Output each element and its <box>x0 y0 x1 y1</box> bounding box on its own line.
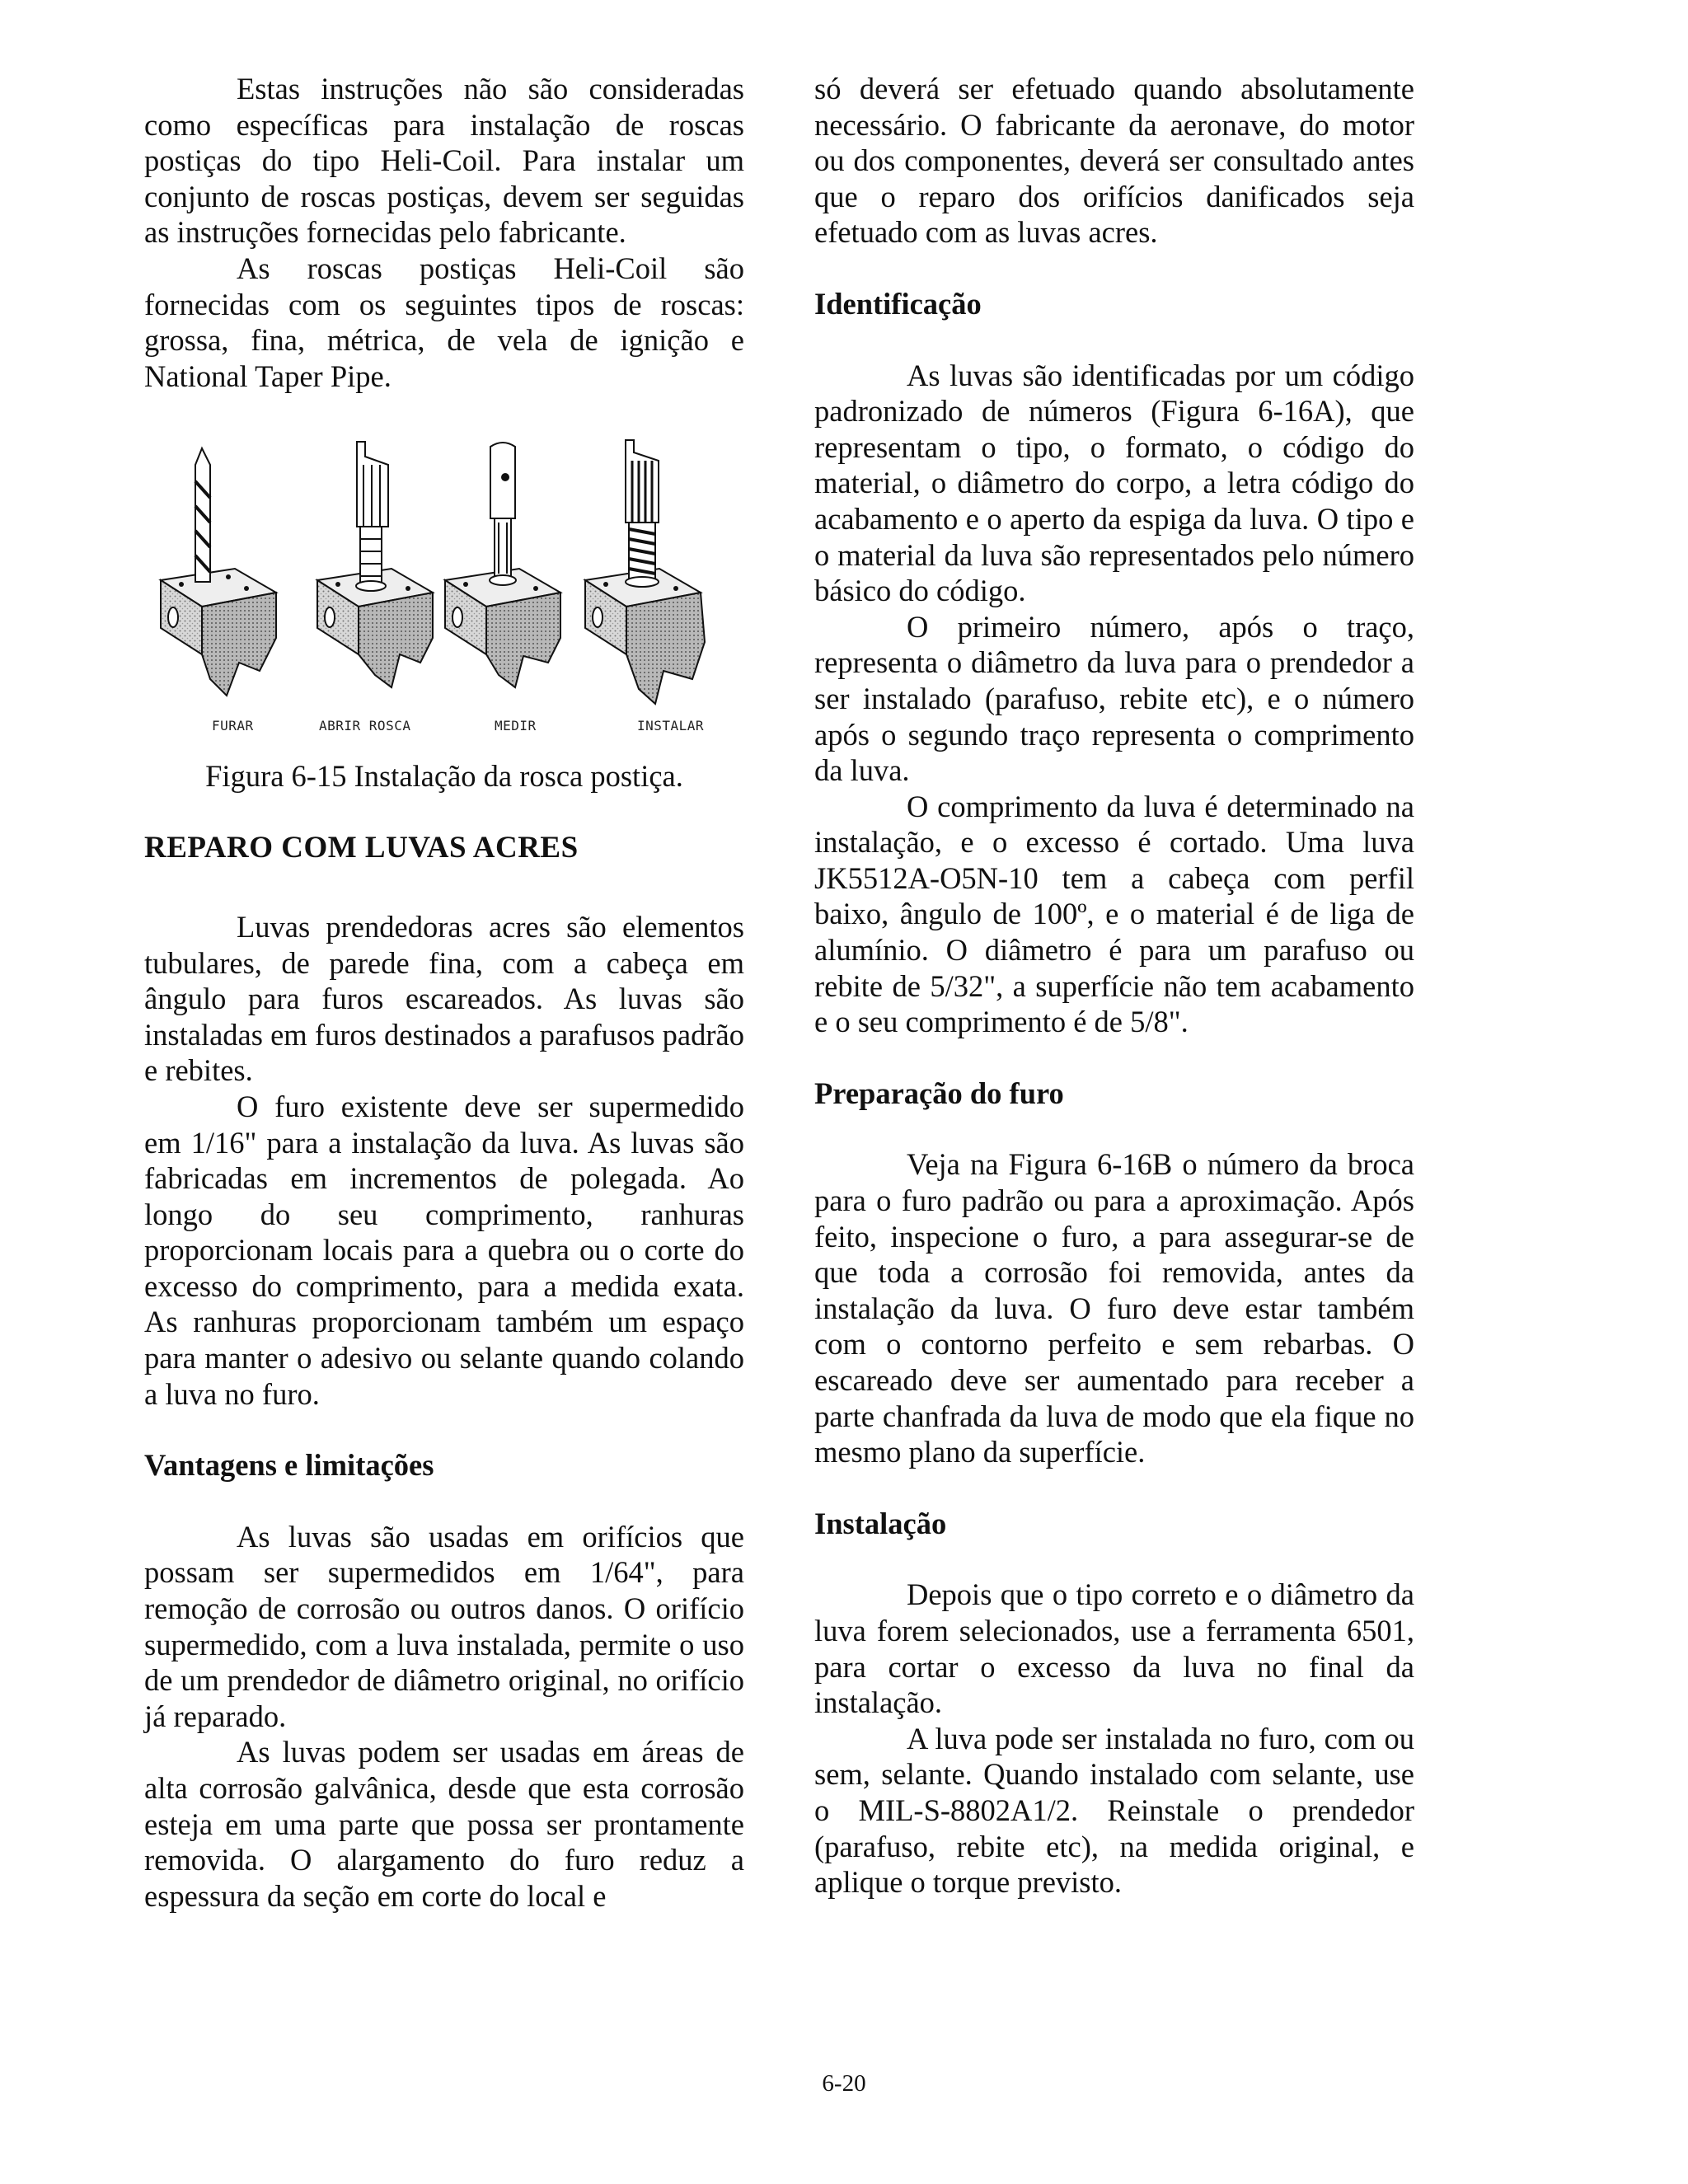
figure-label-install: INSTALAR <box>637 718 705 734</box>
figure-label-gauge: MEDIR <box>495 718 537 734</box>
heading-identificacao: Identificação <box>814 286 982 321</box>
left-column <box>144 71 744 1914</box>
right-column <box>814 71 1414 1900</box>
heading-vantagens: Vantagens e limitações <box>144 1448 434 1483</box>
drill-step-illustration <box>161 448 276 696</box>
paragraph-instalacao-1: Depois que o tipo correto e o diâmetro da luva forem selecionados, use a ferramenta 6501, para cortar o excesso da luva no final da instalação. <box>814 1577 1414 1720</box>
figure-label-tap: ABRIR ROSCA <box>319 718 411 734</box>
tap-step-illustration <box>317 442 433 687</box>
paragraph-acres-description: Luvas prendedoras acres são elementos tubulares, de parede fina, com a cabeça em ângulo para furos escareados. As luvas são instaladas em furos destinados a parafusos padrão e rebites. <box>144 909 744 1088</box>
paragraph-identificacao-2: O primeiro número, após o traço, representa o diâmetro da luva para o prendedor a ser instalado (parafuso, rebite etc), e o número após o segundo traço representa o comprimento da luva. <box>814 609 1414 788</box>
paragraph-heli-coil-intro: Estas instruções não são consideradas como específicas para instalação de roscas postiças do tipo Heli-Coil. Para instalar um conjunto de roscas postiças, devem ser seguidas as instruções fornecidas pelo fabricante. <box>144 72 744 250</box>
thread-insert-illustration <box>144 432 744 716</box>
paragraph-preparacao: Veja na Figura 6-16B o número da broca para o furo padrão ou para a aproximação. Após feito, inspecione o furo, a para assegurar-se de que toda a corrosão foi removida, antes da instalação da luva. O furo deve estar também com o contorno perfeito e sem rebarbas. O escareado deve ser aumentado para receber a parte chanfrada da luva de modo que ela fique no mesmo plano da superfície. <box>814 1147 1414 1469</box>
paragraph-continuation: só deverá ser efetuado quando absolutamente necessário. O fabricante da aeronave, do motor ou dos componentes, deverá ser consultado antes que o reparo dos orifícios danificados seja efetuado com as luvas acres. <box>814 72 1414 250</box>
paragraph-instalacao-2: A luva pode ser instalada no furo, com ou sem, selante. Quando instalado com selante, use o MIL-S-8802A1/2. Reinstale o prendedor (parafuso, rebite etc), na medida original, e aplique o torque previsto. <box>814 1721 1414 1900</box>
paragraph-heli-coil-types: As roscas postiças Heli-Coil são fornecidas com os seguintes tipos de roscas: grossa, fina, métrica, de vela de ignição e National Taper Pipe. <box>144 251 744 393</box>
paragraph-vantagens-1: As luvas são usadas em orifícios que possam ser supermedidos em 1/64", para remoção de corrosão ou outros danos. O orifício supermedido, com a luva instalada, permite o uso de um prendedor de diâmetro original, no orifício já reparado. <box>144 1519 744 1733</box>
figure-label-drill: FURAR <box>212 718 254 734</box>
paragraph-identificacao-3: O comprimento da luva é determinado na instalação, e o excesso é cortado. Uma luva JK5512A-O5N-10 tem a cabeça com perfil baixo, ângulo de 100º, e o material é de liga de alumínio. O diâmetro é para um parafuso ou rebite de 5/32", a superfície não tem acabamento e o seu comprimento é de 5/8". <box>814 789 1414 1039</box>
paragraph-identificacao-1: As luvas são identificadas por um código padronizado de números (Figura 6-16A), que representam o tipo, o formato, o código do material, o diâmetro do corpo, a letra código do acabamento e o aperto da espiga da luva. O tipo e o material da luva são representados pelo número básico do código. <box>814 358 1414 608</box>
gauge-step-illustration <box>445 443 560 687</box>
paragraph-acres-oversize: O furo existente deve ser supermedido em 1/16" para a instalação da luva. As luvas são fabricadas em incrementos de polegada. Ao longo do seu comprimento, ranhuras proporcionam locais para a quebra ou o corte do excesso do comprimento, para a medida exata. As ranhuras proporcionam também um espaço para manter o adesivo ou selante quando colando a luva no furo. <box>144 1089 744 1411</box>
paragraph-vantagens-2: As luvas podem ser usadas em áreas de alta corrosão galvânica, desde que esta corrosão esteja em uma parte que possa ser prontamente removida. O alargamento do furo reduz a espessura da seção em corte do local e <box>144 1735 744 1913</box>
figure-caption: Figura 6-15 Instalação da rosca postiça. <box>205 759 683 794</box>
heading-preparacao: Preparação do furo <box>814 1076 1064 1110</box>
section-title-acres: REPARO COM LUVAS ACRES <box>144 830 579 865</box>
figure-6-15 <box>144 432 744 762</box>
heading-instalacao: Instalação <box>814 1506 947 1540</box>
page-number: 6-20 <box>822 2070 866 2097</box>
install-step-illustration <box>585 440 705 704</box>
